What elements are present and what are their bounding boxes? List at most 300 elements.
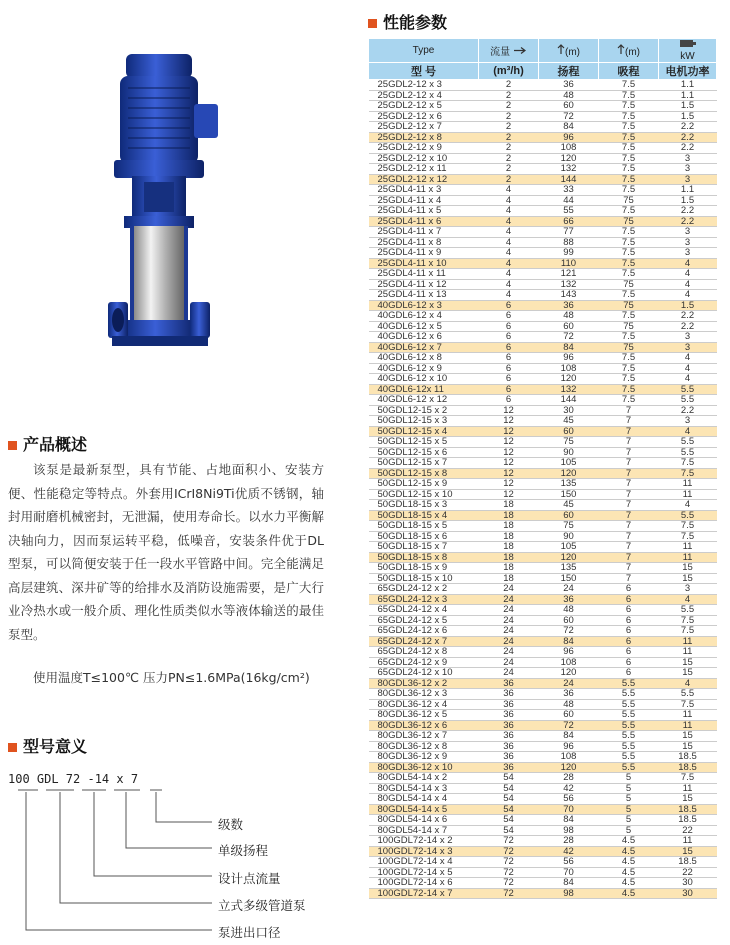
cell-head: 120	[539, 762, 599, 773]
cell-model: 25GDL2-12 x 5	[369, 101, 479, 112]
cell-model: 65GDL24-12 x 2	[369, 584, 479, 595]
cell-flow: 6	[479, 374, 539, 385]
cell-model: 50GDL18-15 x 3	[369, 500, 479, 511]
cell-flow: 4	[479, 227, 539, 238]
cell-suction: 7.5	[599, 395, 659, 406]
cell-suction: 7	[599, 521, 659, 532]
line-stage-head	[126, 792, 212, 848]
cell-head: 98	[539, 888, 599, 899]
cell-head: 75	[539, 437, 599, 448]
cell-flow: 54	[479, 794, 539, 805]
cell-power: 3	[659, 248, 717, 259]
cell-model: 50GDL12-15 x 5	[369, 437, 479, 448]
cell-flow: 2	[479, 111, 539, 122]
cell-model: 50GDL12-15 x 2	[369, 405, 479, 416]
cell-head: 36	[539, 300, 599, 311]
cell-model: 50GDL12-15 x 10	[369, 489, 479, 500]
cell-model: 65GDL24-12 x 10	[369, 668, 479, 679]
cell-flow: 6	[479, 332, 539, 343]
line-flow	[94, 792, 212, 876]
cell-power: 7.5	[659, 626, 717, 637]
cell-flow: 24	[479, 584, 539, 595]
cell-head: 24	[539, 584, 599, 595]
cell-flow: 6	[479, 321, 539, 332]
cell-head: 96	[539, 647, 599, 658]
cell-head: 48	[539, 90, 599, 101]
cell-power: 15	[659, 731, 717, 742]
cell-suction: 7.5	[599, 227, 659, 238]
cell-flow: 36	[479, 720, 539, 731]
cell-power: 3	[659, 174, 717, 185]
cell-head: 90	[539, 447, 599, 458]
cell-power: 11	[659, 720, 717, 731]
cell-suction: 7.5	[599, 90, 659, 101]
cell-head: 75	[539, 521, 599, 532]
cell-model: 50GDL12-15 x 6	[369, 447, 479, 458]
cell-power: 15	[659, 794, 717, 805]
cell-power: 15	[659, 657, 717, 668]
cell-model: 25GDL2-12 x 6	[369, 111, 479, 122]
cell-power: 4	[659, 290, 717, 301]
cell-power: 7.5	[659, 699, 717, 710]
cell-power: 4	[659, 269, 717, 280]
cell-suction: 7.5	[599, 384, 659, 395]
cell-head: 72	[539, 111, 599, 122]
cell-suction: 4.5	[599, 878, 659, 889]
cell-flow: 54	[479, 783, 539, 794]
cell-head: 45	[539, 416, 599, 427]
cell-power: 18.5	[659, 752, 717, 763]
model-meaning-title-text: 型号意义	[23, 737, 88, 756]
cell-suction: 7.5	[599, 185, 659, 196]
cell-head: 120	[539, 468, 599, 479]
cell-suction: 7.5	[599, 311, 659, 322]
cell-model: 65GDL24-12 x 8	[369, 647, 479, 658]
cell-head: 60	[539, 101, 599, 112]
cell-flow: 72	[479, 846, 539, 857]
cell-suction: 7.5	[599, 174, 659, 185]
cell-model: 80GDL36-12 x 7	[369, 731, 479, 742]
cell-head: 55	[539, 206, 599, 217]
cell-model: 25GDL2-12 x 11	[369, 164, 479, 175]
cell-flow: 6	[479, 384, 539, 395]
cell-suction: 6	[599, 594, 659, 605]
cell-power: 18.5	[659, 804, 717, 815]
cell-head: 121	[539, 269, 599, 280]
cell-flow: 24	[479, 615, 539, 626]
cell-flow: 36	[479, 741, 539, 752]
cell-flow: 2	[479, 174, 539, 185]
cell-model: 80GDL36-12 x 5	[369, 710, 479, 721]
cell-power: 5.5	[659, 447, 717, 458]
cell-head: 60	[539, 510, 599, 521]
cell-suction: 7	[599, 510, 659, 521]
cell-head: 144	[539, 174, 599, 185]
cell-power: 5.5	[659, 384, 717, 395]
cell-model: 50GDL18-15 x 9	[369, 563, 479, 574]
cell-power: 3	[659, 584, 717, 595]
cell-model: 25GDL4-11 x 13	[369, 290, 479, 301]
cell-power: 5.5	[659, 395, 717, 406]
cell-flow: 12	[479, 447, 539, 458]
cell-power: 11	[659, 542, 717, 553]
cell-suction: 7.5	[599, 353, 659, 364]
cell-model: 25GDL4-11 x 3	[369, 185, 479, 196]
cell-suction: 7.5	[599, 290, 659, 301]
label-stages: 级数	[218, 817, 244, 832]
header-suction-unit: (m)	[625, 46, 640, 58]
cell-suction: 7.5	[599, 206, 659, 217]
header-model: 型 号	[369, 63, 479, 80]
cell-power: 7.5	[659, 468, 717, 479]
cell-suction: 75	[599, 342, 659, 353]
overview-title-text: 产品概述	[23, 435, 88, 454]
cell-model: 100GDL72-14 x 4	[369, 857, 479, 868]
cell-flow: 36	[479, 762, 539, 773]
cell-flow: 18	[479, 510, 539, 521]
cell-head: 30	[539, 405, 599, 416]
cell-flow: 6	[479, 395, 539, 406]
cell-model: 40GDL6-12 x 9	[369, 363, 479, 374]
cell-model: 40GDL6-12 x 6	[369, 332, 479, 343]
cell-head: 42	[539, 846, 599, 857]
cell-head: 70	[539, 867, 599, 878]
cell-flow: 72	[479, 888, 539, 899]
cell-power: 7.5	[659, 458, 717, 469]
cell-power: 1.1	[659, 185, 717, 196]
cell-model: 25GDL4-11 x 4	[369, 195, 479, 206]
cell-power: 2.2	[659, 311, 717, 322]
cell-flow: 72	[479, 878, 539, 889]
cell-flow: 24	[479, 636, 539, 647]
cell-head: 150	[539, 573, 599, 584]
cell-suction: 7.5	[599, 269, 659, 280]
cell-power: 22	[659, 825, 717, 836]
cell-suction: 5.5	[599, 710, 659, 721]
cell-flow: 12	[479, 437, 539, 448]
cell-flow: 12	[479, 479, 539, 490]
cell-head: 48	[539, 311, 599, 322]
cell-model: 65GDL24-12 x 5	[369, 615, 479, 626]
cell-head: 96	[539, 132, 599, 143]
cell-suction: 5.5	[599, 689, 659, 700]
cell-model: 40GDL6-12 x 4	[369, 311, 479, 322]
cell-suction: 7.5	[599, 132, 659, 143]
cell-suction: 5.5	[599, 720, 659, 731]
cell-suction: 5	[599, 804, 659, 815]
cell-model: 80GDL36-12 x 8	[369, 741, 479, 752]
cell-head: 24	[539, 678, 599, 689]
cell-power: 2.2	[659, 132, 717, 143]
header-flow: (m³/h)	[479, 63, 539, 80]
cell-head: 108	[539, 657, 599, 668]
cell-flow: 4	[479, 237, 539, 248]
cell-suction: 5	[599, 815, 659, 826]
cell-suction: 7.5	[599, 80, 659, 91]
cell-suction: 7	[599, 437, 659, 448]
cell-power: 11	[659, 710, 717, 721]
cell-flow: 18	[479, 563, 539, 574]
model-code: 100 GDL 72 -14 x 7	[8, 772, 139, 786]
cell-power: 3	[659, 342, 717, 353]
cell-model: 100GDL72-14 x 6	[369, 878, 479, 889]
cell-power: 1.1	[659, 90, 717, 101]
cell-power: 11	[659, 636, 717, 647]
cell-model: 25GDL2-12 x 8	[369, 132, 479, 143]
cell-model: 40GDL6-12 x 7	[369, 342, 479, 353]
cell-power: 3	[659, 164, 717, 175]
cell-model: 100GDL72-14 x 5	[369, 867, 479, 878]
cell-flow: 2	[479, 143, 539, 154]
cell-suction: 7	[599, 447, 659, 458]
cell-flow: 6	[479, 363, 539, 374]
cell-power: 11	[659, 552, 717, 563]
cell-suction: 7.5	[599, 258, 659, 269]
cell-model: 80GDL54-14 x 6	[369, 815, 479, 826]
cell-model: 50GDL12-15 x 9	[369, 479, 479, 490]
cell-model: 40GDL6-12 x 10	[369, 374, 479, 385]
cell-model: 65GDL24-12 x 9	[369, 657, 479, 668]
cell-head: 84	[539, 122, 599, 133]
cell-power: 15	[659, 668, 717, 679]
cell-flow: 4	[479, 248, 539, 259]
cell-suction: 5	[599, 794, 659, 805]
cell-model: 100GDL72-14 x 2	[369, 836, 479, 847]
cell-head: 45	[539, 500, 599, 511]
cell-power: 4	[659, 426, 717, 437]
cell-suction: 4.5	[599, 867, 659, 878]
cell-model: 50GDL18-15 x 7	[369, 542, 479, 553]
cell-model: 25GDL4-11 x 8	[369, 237, 479, 248]
cell-model: 50GDL18-15 x 6	[369, 531, 479, 542]
cell-model: 65GDL24-12 x 7	[369, 636, 479, 647]
cell-head: 36	[539, 80, 599, 91]
cell-flow: 36	[479, 752, 539, 763]
cell-head: 135	[539, 563, 599, 574]
cell-model: 50GDL12-15 x 8	[369, 468, 479, 479]
cell-flow: 36	[479, 689, 539, 700]
cell-flow: 72	[479, 857, 539, 868]
cell-suction: 7.5	[599, 122, 659, 133]
cell-flow: 6	[479, 300, 539, 311]
cell-model: 65GDL24-12 x 6	[369, 626, 479, 637]
cell-power: 11	[659, 647, 717, 658]
cell-model: 80GDL54-14 x 4	[369, 794, 479, 805]
cell-suction: 6	[599, 668, 659, 679]
cell-suction: 6	[599, 584, 659, 595]
cell-head: 60	[539, 710, 599, 721]
header-power: 电机功率	[659, 63, 717, 80]
label-design-flow: 设计点流量	[218, 871, 281, 886]
cell-suction: 7.5	[599, 111, 659, 122]
cell-suction: 7	[599, 479, 659, 490]
cell-suction: 75	[599, 300, 659, 311]
cell-flow: 4	[479, 216, 539, 227]
cell-model: 50GDL12-15 x 7	[369, 458, 479, 469]
cell-flow: 54	[479, 773, 539, 784]
cell-power: 15	[659, 741, 717, 752]
cell-power: 3	[659, 237, 717, 248]
cell-model: 50GDL12-15 x 4	[369, 426, 479, 437]
cell-power: 1.5	[659, 300, 717, 311]
performance-title-text: 性能参数	[383, 13, 448, 32]
cell-flow: 4	[479, 290, 539, 301]
cell-suction: 4.5	[599, 888, 659, 899]
cell-suction: 5.5	[599, 699, 659, 710]
cell-head: 90	[539, 531, 599, 542]
cell-power: 4	[659, 594, 717, 605]
cell-model: 50GDL12-15 x 3	[369, 416, 479, 427]
cell-head: 72	[539, 332, 599, 343]
cell-model: 40GDL6-12 x 12	[369, 395, 479, 406]
cell-model: 25GDL2-12 x 4	[369, 90, 479, 101]
cell-suction: 75	[599, 279, 659, 290]
cell-suction: 6	[599, 647, 659, 658]
cell-head: 33	[539, 185, 599, 196]
cell-power: 4	[659, 500, 717, 511]
cell-power: 5.5	[659, 510, 717, 521]
overview-text: 该泵是最新泵型，具有节能、占地面积小、安装方便、性能稳定等特点。外套用ICrI8Ni9Ti优质不锈钢，轴封用耐磨机械密封，无泄漏，使用寿命长。以水力平衡解决轴向力，因而泵运转平稳，低噪音，安装条件优于DL型泵，可以简便安装于任一段水平管路中间。完全能满足高层建筑、深井矿等的给排水及消防设施需要，是广大行业冷热水或一般介质、理化性质类似水等液体输送的最佳泵型。	[8, 462, 324, 642]
cell-model: 80GDL54-14 x 7	[369, 825, 479, 836]
cell-head: 84	[539, 342, 599, 353]
cell-suction: 5	[599, 783, 659, 794]
cell-flow: 12	[479, 489, 539, 500]
cell-suction: 7.5	[599, 164, 659, 175]
cell-suction: 7.5	[599, 237, 659, 248]
cell-flow: 4	[479, 195, 539, 206]
cell-head: 96	[539, 741, 599, 752]
cell-head: 70	[539, 804, 599, 815]
cell-suction: 5.5	[599, 741, 659, 752]
cell-head: 84	[539, 636, 599, 647]
cell-flow: 2	[479, 122, 539, 133]
cell-head: 66	[539, 216, 599, 227]
cell-power: 1.1	[659, 80, 717, 91]
cell-head: 36	[539, 594, 599, 605]
cell-model: 25GDL2-12 x 9	[369, 143, 479, 154]
cell-suction: 5.5	[599, 752, 659, 763]
cell-suction: 5.5	[599, 762, 659, 773]
cell-power: 18.5	[659, 815, 717, 826]
cell-model: 25GDL4-11 x 7	[369, 227, 479, 238]
cell-power: 15	[659, 573, 717, 584]
cell-head: 98	[539, 825, 599, 836]
cell-head: 72	[539, 720, 599, 731]
cell-head: 135	[539, 479, 599, 490]
cell-suction: 5.5	[599, 678, 659, 689]
cell-flow: 72	[479, 836, 539, 847]
cell-power: 22	[659, 867, 717, 878]
cell-head: 60	[539, 321, 599, 332]
cell-suction: 7	[599, 416, 659, 427]
cell-power: 15	[659, 846, 717, 857]
cell-head: 42	[539, 783, 599, 794]
cell-model: 25GDL4-11 x 11	[369, 269, 479, 280]
cell-flow: 12	[479, 405, 539, 416]
header-suction: 吸程	[599, 63, 659, 80]
cell-suction: 7	[599, 468, 659, 479]
cell-power: 4	[659, 353, 717, 364]
cell-model: 100GDL72-14 x 7	[369, 888, 479, 899]
cell-head: 56	[539, 857, 599, 868]
cell-model: 25GDL2-12 x 12	[369, 174, 479, 185]
cell-head: 108	[539, 143, 599, 154]
cell-model: 50GDL18-15 x 4	[369, 510, 479, 521]
cell-power: 11	[659, 836, 717, 847]
cell-suction: 5	[599, 773, 659, 784]
cell-head: 144	[539, 395, 599, 406]
cell-head: 132	[539, 384, 599, 395]
cell-model: 65GDL24-12 x 4	[369, 605, 479, 616]
cell-suction: 5.5	[599, 731, 659, 742]
cell-power: 2.2	[659, 206, 717, 217]
cell-suction: 6	[599, 605, 659, 616]
cell-flow: 24	[479, 605, 539, 616]
cell-head: 99	[539, 248, 599, 259]
cell-model: 40GDL6-12 x 5	[369, 321, 479, 332]
cell-head: 120	[539, 374, 599, 385]
cell-model: 80GDL36-12 x 3	[369, 689, 479, 700]
cell-suction: 7	[599, 405, 659, 416]
cell-head: 84	[539, 731, 599, 742]
cell-power: 3	[659, 416, 717, 427]
cell-flow: 4	[479, 269, 539, 280]
cell-suction: 75	[599, 321, 659, 332]
cell-flow: 12	[479, 426, 539, 437]
cell-flow: 2	[479, 153, 539, 164]
cell-head: 120	[539, 153, 599, 164]
cell-head: 28	[539, 773, 599, 784]
cell-head: 36	[539, 689, 599, 700]
header-power-unit: kW	[680, 51, 695, 62]
cell-model: 25GDL2-12 x 7	[369, 122, 479, 133]
cell-power: 2.2	[659, 321, 717, 332]
cell-power: 4	[659, 678, 717, 689]
cell-flow: 4	[479, 258, 539, 269]
cell-power: 30	[659, 888, 717, 899]
cell-model: 40GDL6-12 x 3	[369, 300, 479, 311]
cell-power: 2.2	[659, 405, 717, 416]
cell-flow: 36	[479, 678, 539, 689]
cell-head: 56	[539, 794, 599, 805]
cell-head: 120	[539, 668, 599, 679]
cell-head: 108	[539, 363, 599, 374]
cell-model: 25GDL4-11 x 5	[369, 206, 479, 217]
cell-suction: 7	[599, 563, 659, 574]
cell-flow: 18	[479, 573, 539, 584]
cell-head: 120	[539, 552, 599, 563]
cell-head: 48	[539, 605, 599, 616]
cell-head: 44	[539, 195, 599, 206]
label-pump-type: 立式多级管道泵	[218, 898, 306, 913]
cell-power: 1.5	[659, 195, 717, 206]
cell-suction: 7.5	[599, 143, 659, 154]
cell-head: 132	[539, 164, 599, 175]
cell-model: 80GDL36-12 x 6	[369, 720, 479, 731]
cell-flow: 24	[479, 647, 539, 658]
cell-model: 25GDL4-11 x 6	[369, 216, 479, 227]
cell-flow: 4	[479, 279, 539, 290]
header-head: 扬程	[539, 63, 599, 80]
cell-power: 3	[659, 227, 717, 238]
cell-power: 4	[659, 363, 717, 374]
cell-power: 3	[659, 332, 717, 343]
cell-power: 18.5	[659, 857, 717, 868]
cell-head: 108	[539, 752, 599, 763]
cell-head: 110	[539, 258, 599, 269]
cell-head: 132	[539, 279, 599, 290]
cell-power: 4	[659, 374, 717, 385]
